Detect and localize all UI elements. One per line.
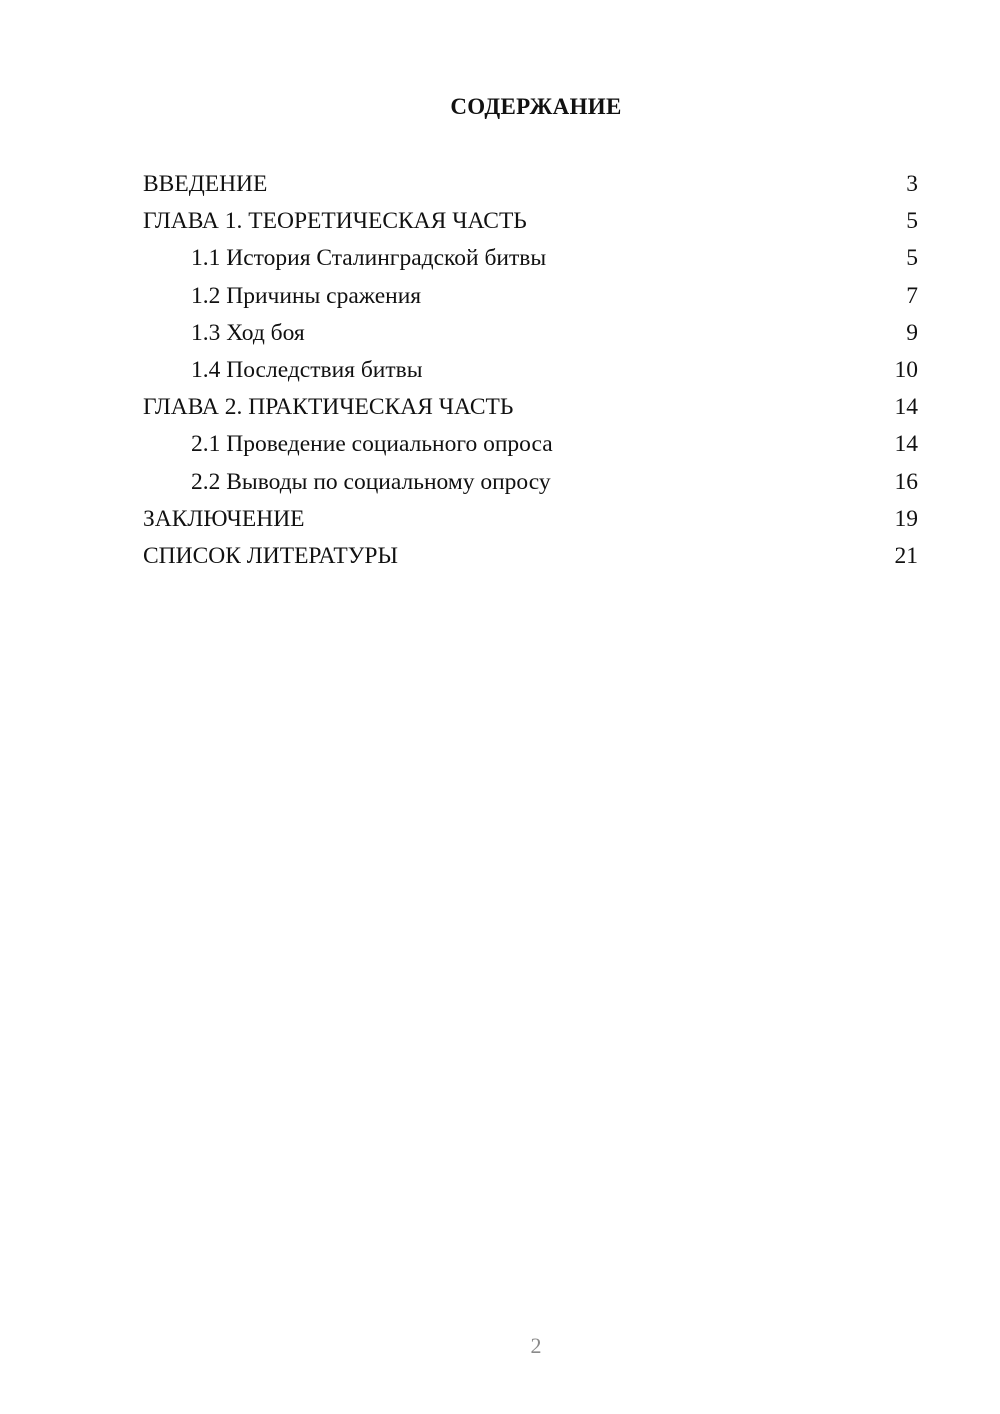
toc-item-section-1-2[interactable] bbox=[143, 278, 918, 315]
toc-item-page: 19 bbox=[894, 505, 918, 532]
toc-item-page: 14 bbox=[894, 394, 918, 421]
toc-item-label: 2.2 Выводы по социальному опросу bbox=[191, 468, 551, 495]
toc-item-conclusion[interactable] bbox=[143, 501, 918, 538]
toc-item-page: 10 bbox=[894, 356, 918, 383]
toc-item-page: 3 bbox=[906, 171, 918, 197]
toc-item-page: 16 bbox=[894, 468, 918, 495]
toc-item-label: ГЛАВА 1. ТЕОРЕТИЧЕСКАЯ ЧАСТЬ bbox=[143, 208, 527, 235]
toc-item-label: ГЛАВА 2. ПРАКТИЧЕСКАЯ ЧАСТЬ bbox=[143, 394, 514, 421]
toc-item-introduction[interactable] bbox=[143, 166, 918, 203]
toc-item-label: СПИСОК ЛИТЕРАТУРЫ bbox=[143, 542, 398, 569]
toc-item-label: 1.3 Ход боя bbox=[191, 319, 305, 346]
toc-item-section-1-4[interactable] bbox=[143, 352, 918, 389]
toc-item-label: ВВЕДЕНИЕ bbox=[143, 171, 268, 197]
toc-item-label: 1.1 История Сталинградской битвы bbox=[191, 245, 547, 272]
toc-item-page: 7 bbox=[906, 282, 918, 309]
toc-item-label: ЗАКЛЮЧЕНИЕ bbox=[143, 505, 305, 532]
toc-item-page: 5 bbox=[906, 245, 918, 272]
toc-item-references[interactable] bbox=[143, 538, 918, 575]
toc-item-section-2-1[interactable] bbox=[143, 426, 918, 463]
toc-item-page: 5 bbox=[906, 208, 918, 235]
toc-item-page: 9 bbox=[906, 319, 918, 346]
table-of-contents bbox=[143, 166, 918, 575]
toc-item-label: 1.2 Причины сражения bbox=[191, 282, 422, 309]
page-number: 2 bbox=[530, 1333, 542, 1358]
toc-item-section-2-2[interactable] bbox=[143, 464, 918, 501]
toc-item-chapter-2[interactable] bbox=[143, 389, 918, 426]
toc-item-page: 14 bbox=[894, 431, 918, 458]
toc-item-page: 21 bbox=[894, 542, 918, 569]
toc-item-label: 2.1 Проведение социального опроса bbox=[191, 431, 553, 458]
toc-item-section-1-1[interactable] bbox=[143, 240, 918, 277]
toc-item-section-1-3[interactable] bbox=[143, 315, 918, 352]
toc-item-chapter-1[interactable] bbox=[143, 203, 918, 240]
toc-title: СОДЕРЖАНИЕ bbox=[450, 94, 622, 119]
toc-item-label: 1.4 Последствия битвы bbox=[191, 356, 423, 383]
